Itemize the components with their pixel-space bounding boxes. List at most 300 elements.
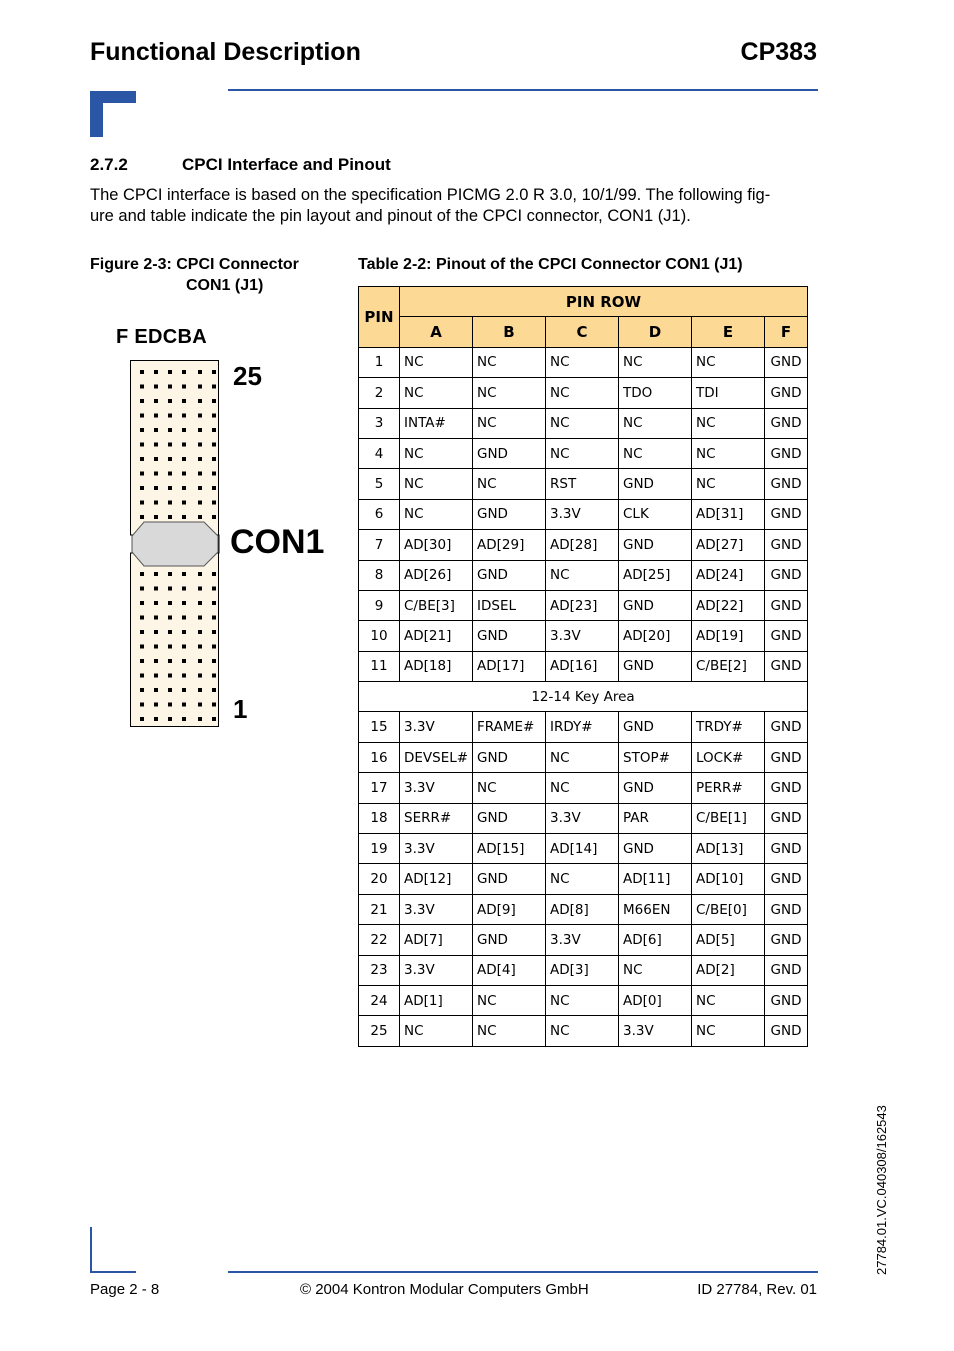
pin-dot [154,645,158,649]
section-title: CPCI Interface and Pinout [182,155,391,174]
table-row [359,1016,808,1046]
signal-cell: GND [765,499,808,529]
pin-dot [168,457,172,461]
signal-cell: AD[18] [400,651,473,681]
signal-cell: GND [765,834,808,864]
signal-cell: NC [400,1016,473,1046]
signal-cell: NC [619,408,692,438]
connector-row-letters: F EDCBA [116,326,207,348]
pin-dot [198,443,202,447]
signal-cell: GND [473,438,546,468]
table-row [359,438,808,468]
pin-dot [154,616,158,620]
pin-dot [154,399,158,403]
pin-dot [212,688,216,692]
pin-dot [198,616,202,620]
signal-cell: GND [765,925,808,955]
pin-dot [182,630,186,634]
pin-dot [212,370,216,374]
signal-cell: AD[29] [473,530,546,560]
signal-cell: NC [546,985,619,1015]
pin-dot [182,645,186,649]
pin-dot [212,616,216,620]
pin-dot [168,717,172,721]
pin-dot [198,717,202,721]
signal-cell: GND [765,1016,808,1046]
signal-cell: C/BE[0] [692,894,765,924]
pin-dot [168,674,172,678]
pin-dot [140,472,144,476]
pin-dot [212,645,216,649]
signal-cell: AD[11] [619,864,692,894]
table-row [359,590,808,620]
pin-dot [140,443,144,447]
footer-rule [228,1271,818,1273]
pin-dot [140,601,144,605]
pin-dot [198,601,202,605]
pin-dot [182,616,186,620]
signal-cell: AD[14] [546,834,619,864]
pin-dot [154,717,158,721]
signal-cell: NC [400,469,473,499]
pin-dot [168,501,172,505]
signal-cell: AD[13] [692,834,765,864]
table-row [359,651,808,681]
pin-dot [140,457,144,461]
signal-cell: GND [473,803,546,833]
signal-cell: GND [619,530,692,560]
pin-dot [140,703,144,707]
pin-dot [140,428,144,432]
pin-dot [168,515,172,519]
signal-cell: STOP# [619,742,692,772]
signal-cell: AD[23] [546,590,619,620]
signal-cell: GND [619,651,692,681]
pin-number-cell: 25 [359,1016,400,1046]
pin-number-cell: 5 [359,469,400,499]
signal-cell: AD[9] [473,894,546,924]
pin-dot [168,443,172,447]
pin-dot [168,399,172,403]
signal-cell: NC [473,408,546,438]
pin-dot [140,399,144,403]
signal-cell: NC [473,773,546,803]
signal-cell: NC [692,469,765,499]
table-row [359,712,808,742]
pin-dot [140,572,144,576]
pin-dot [182,659,186,663]
signal-cell: AD[4] [473,955,546,985]
signal-cell: AD[17] [473,651,546,681]
signal-cell: GND [765,651,808,681]
pin-number-cell: 17 [359,773,400,803]
pin-dot [154,674,158,678]
pin-dot [212,659,216,663]
signal-cell: AD[8] [546,894,619,924]
column-header: C [546,317,619,347]
pin-dot [140,674,144,678]
signal-cell: NC [473,1016,546,1046]
pin-dot [198,645,202,649]
signal-cell: PAR [619,803,692,833]
pin-dot [154,472,158,476]
pin-dot [140,515,144,519]
signal-cell: NC [546,438,619,468]
pin-dot [182,587,186,591]
signal-cell: AD[19] [692,621,765,651]
pin-dot [182,703,186,707]
signal-cell: AD[2] [692,955,765,985]
signal-cell: GND [765,712,808,742]
table-row [359,803,808,833]
footer-page: Page 2 - 8 [90,1281,160,1298]
signal-cell: 3.3V [400,955,473,985]
pin-dot [212,428,216,432]
key-area-shape [132,522,218,566]
footer-document-id: ID 27784, Rev. 01 [697,1281,817,1298]
table-row [359,834,808,864]
table-row [359,469,808,499]
pin-dot [198,370,202,374]
signal-cell: AD[22] [692,590,765,620]
signal-cell: AD[0] [619,985,692,1015]
pin-dot [182,572,186,576]
signal-cell: IRDY# [546,712,619,742]
pin-dot [212,630,216,634]
corner-mark-bottom-vertical [90,1227,92,1273]
table-caption: Table 2-2: Pinout of the CPCI Connector CON1 (J1) [358,256,743,273]
signal-cell: NC [473,985,546,1015]
pin-number-cell: 10 [359,621,400,651]
signal-cell: AD[21] [400,621,473,651]
pin-dot [140,645,144,649]
signal-cell: TRDY# [692,712,765,742]
signal-cell: NC [400,378,473,408]
signal-cell: NC [546,408,619,438]
signal-cell: GND [473,560,546,590]
signal-cell: GND [619,469,692,499]
table-row [359,742,808,772]
pin-dot [198,414,202,418]
signal-cell: GND [765,864,808,894]
pin-number-cell: 21 [359,894,400,924]
column-header: D [619,317,692,347]
signal-cell: AD[10] [692,864,765,894]
signal-cell: GND [765,469,808,499]
pin-dot [198,515,202,519]
pin-dot [212,587,216,591]
signal-cell: GND [473,925,546,955]
pin-dot [212,443,216,447]
intro-paragraph [90,185,818,227]
signal-cell: AD[20] [619,621,692,651]
signal-cell: 3.3V [400,894,473,924]
signal-cell: NC [473,347,546,377]
connector-diagram [130,360,222,730]
pin-dot [168,472,172,476]
pin-dot [182,674,186,678]
signal-cell: TDI [692,378,765,408]
signal-cell: AD[31] [692,499,765,529]
pin-dot [212,572,216,576]
pin-dot [198,703,202,707]
pin-dot [198,659,202,663]
figure-caption-cont: CON1 (J1) [186,277,264,294]
pin-dot [168,688,172,692]
pin-number-cell: 4 [359,438,400,468]
table-row [359,925,808,955]
signal-cell: AD[25] [619,560,692,590]
table-row [359,560,808,590]
pin-dot [182,385,186,389]
pin-dot [154,515,158,519]
signal-cell: GND [765,894,808,924]
corner-mark-top-vertical [90,91,103,137]
pin-dot [140,688,144,692]
pin-number-cell: 20 [359,864,400,894]
pin-dot [168,703,172,707]
pin-dot [168,486,172,490]
signal-cell: NC [546,1016,619,1046]
column-header: F [765,317,808,347]
pin-dot [140,501,144,505]
pin-number-cell: 22 [359,925,400,955]
signal-cell: 3.3V [546,499,619,529]
signal-cell: TDO [619,378,692,408]
pin-dot [168,428,172,432]
pin-dot [198,486,202,490]
pin-dot [212,472,216,476]
table-row [359,864,808,894]
signal-cell: 3.3V [400,712,473,742]
signal-cell: AD[6] [619,925,692,955]
footer-copyright: © 2004 Kontron Modular Computers GmbH [300,1281,589,1298]
pin-dot [212,601,216,605]
signal-cell: NC [692,347,765,377]
pin-number-cell: 1 [359,347,400,377]
signal-cell: NC [400,499,473,529]
pin-dot [182,414,186,418]
pin-number-cell: 7 [359,530,400,560]
pin-number-cell: 23 [359,955,400,985]
pin-dot [168,385,172,389]
signal-cell: NC [546,864,619,894]
signal-cell: LOCK# [692,742,765,772]
signal-cell: NC [546,560,619,590]
table-row [359,773,808,803]
signal-cell: NC [400,438,473,468]
pin-dot [198,688,202,692]
pin-dot [140,587,144,591]
pin-dot [212,703,216,707]
pin-dot [168,630,172,634]
pin-dot [154,501,158,505]
signal-cell: NC [546,347,619,377]
pin-dot [182,486,186,490]
signal-cell: AD[5] [692,925,765,955]
signal-cell: AD[16] [546,651,619,681]
signal-cell: AD[27] [692,530,765,560]
signal-cell: GND [765,985,808,1015]
signal-cell: GND [473,742,546,772]
signal-cell: 3.3V [400,773,473,803]
signal-cell: GND [765,955,808,985]
pin-dot [212,486,216,490]
pin-number-cell: 9 [359,590,400,620]
column-header: A [400,317,473,347]
signal-cell: GND [473,499,546,529]
signal-cell: NC [546,378,619,408]
signal-cell: GND [619,773,692,803]
signal-cell: GND [765,560,808,590]
pin-dot [198,501,202,505]
pin-dot [198,385,202,389]
pin-dot [182,688,186,692]
pin-dot [182,515,186,519]
signal-cell: NC [400,347,473,377]
table-row [359,378,808,408]
connector-name-label: CON1 [230,523,325,561]
section-number: 2.7.2 [90,155,128,174]
signal-cell: AD[7] [400,925,473,955]
pin-dot [168,616,172,620]
pin-dot [168,587,172,591]
signal-cell: IDSEL [473,590,546,620]
pin-dot [182,457,186,461]
pin-number-cell: 24 [359,985,400,1015]
pin-number-cell: 19 [359,834,400,864]
table-row [359,499,808,529]
intro-line-1: The CPCI interface is based on the specification PICMG 2.0 R 3.0, 10/1/99. The following fig- [90,186,771,204]
pin-dot [140,659,144,663]
signal-cell: DEVSEL# [400,742,473,772]
pin-dot [154,443,158,447]
pin-number-cell: 11 [359,651,400,681]
pin-dot [154,370,158,374]
pin-dot [198,587,202,591]
signal-cell: PERR# [692,773,765,803]
signal-cell: GND [765,378,808,408]
signal-cell: AD[15] [473,834,546,864]
pin-header: PIN [359,287,400,348]
pin-dot [198,630,202,634]
table-row [359,621,808,651]
signal-cell: AD[1] [400,985,473,1015]
pin-dot [182,717,186,721]
pin-dot [182,370,186,374]
pin-number-cell: 3 [359,408,400,438]
signal-cell: GND [765,773,808,803]
signal-cell: C/BE[1] [692,803,765,833]
column-header: B [473,317,546,347]
pin-dot [154,414,158,418]
table-row [359,408,808,438]
signal-cell: NC [692,985,765,1015]
pin-dot [154,703,158,707]
pin-dot [168,601,172,605]
pin-dot [168,572,172,576]
signal-cell: NC [619,438,692,468]
pin-dot [168,659,172,663]
side-document-code: 27784.01.VC.040308/162543 [874,1105,889,1275]
pin-number-cell: 16 [359,742,400,772]
pin-dot [212,385,216,389]
pin-dot [154,572,158,576]
pin-dot [168,370,172,374]
pin-number-cell: 8 [359,560,400,590]
signal-cell: C/BE[3] [400,590,473,620]
pin-dot [168,645,172,649]
signal-cell: GND [619,834,692,864]
table-row [359,530,808,560]
pin-dot [154,630,158,634]
signal-cell: FRAME# [473,712,546,742]
pin-dot [212,515,216,519]
pin-dot [140,486,144,490]
signal-cell: NC [473,469,546,499]
pin-dot [212,501,216,505]
signal-cell: GND [765,742,808,772]
signal-cell: AD[28] [546,530,619,560]
table-row [359,894,808,924]
signal-cell: NC [619,347,692,377]
pin-dot [140,414,144,418]
pin-dot [182,428,186,432]
pin-dot [154,486,158,490]
pin-number-cell: 2 [359,378,400,408]
pin-dot [140,385,144,389]
signal-cell: CLK [619,499,692,529]
pin-dot [212,674,216,678]
key-area-row: 12-14 Key Area [359,682,808,712]
signal-cell: GND [765,347,808,377]
signal-cell: GND [765,803,808,833]
signal-cell: GND [765,530,808,560]
signal-cell: 3.3V [619,1016,692,1046]
signal-cell: AD[3] [546,955,619,985]
signal-cell: AD[24] [692,560,765,590]
signal-cell: AD[30] [400,530,473,560]
signal-cell: GND [619,712,692,742]
pin-dot [182,472,186,476]
signal-cell: 3.3V [546,621,619,651]
pin-dot [212,414,216,418]
signal-cell: GND [765,438,808,468]
header-title: Functional Description [90,38,361,66]
signal-cell: GND [473,621,546,651]
signal-cell: NC [692,1016,765,1046]
pin-dot [140,630,144,634]
signal-cell: M66EN [619,894,692,924]
figure-caption: Figure 2-3: CPCI Connector [90,256,299,273]
pin-dot [212,399,216,403]
table-row [359,682,808,712]
table-row [359,347,808,377]
signal-cell: SERR# [400,803,473,833]
pin-dot [198,428,202,432]
signal-cell: NC [619,955,692,985]
pin-dot [182,501,186,505]
pin-number-cell: 18 [359,803,400,833]
signal-cell: NC [692,408,765,438]
corner-mark-bottom [90,1271,136,1273]
signal-cell: NC [546,742,619,772]
table-row [359,955,808,985]
pin-number-cell: 15 [359,712,400,742]
pin-dot [140,717,144,721]
pin-dot [198,674,202,678]
pin-dot [168,414,172,418]
